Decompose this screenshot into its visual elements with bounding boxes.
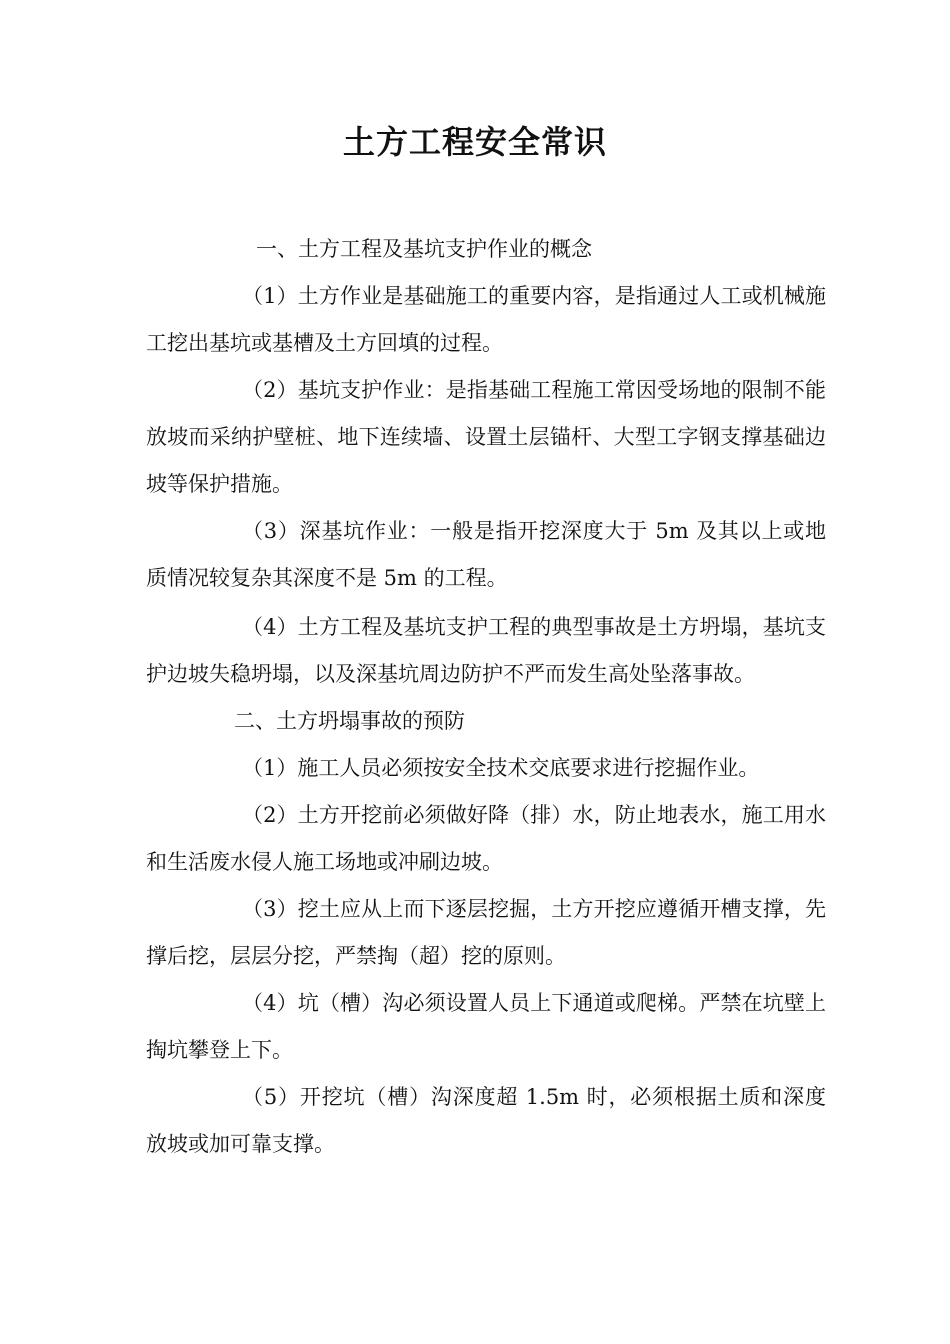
paragraph-1-3: （3）深基坑作业：一般是指开挖深度大于 5m 及其以上或地质情况较复杂其深度不是 5m 的工程。 [146,519,826,590]
page-title: 土方工程安全常识 [342,123,607,161]
section-heading-2: 二、土方坍塌事故的预防 [234,709,465,733]
section-heading-1: 一、土方工程及基坑支护作业的概念 [256,237,592,261]
paragraph-2-2: （2）土方开挖前必须做好降（排）水，防止地表水，施工用水和生活废水侵人施工场地或冲刷边坡。 [146,803,826,874]
paragraph-2-1: （1）施工人员必须按安全技术交底要求进行挖掘作业。 [242,756,760,780]
paragraph-2-5: （5）开挖坑（槽）沟深度超 1.5m 时，必须根据土质和深度放坡或加可靠支撑。 [146,1085,826,1156]
paragraph-2-4: （4）坑（槽）沟必须设置人员上下通道或爬梯。严禁在坑壁上掏坑攀登上下。 [146,991,826,1062]
paragraph-1-1: （1）土方作业是基础施工的重要内容，是指通过人工或机械施工挖出基坑或基槽及土方回填的过程。 [146,284,826,355]
paragraph-1-4: （4）土方工程及基坑支护工程的典型事故是土方坍塌，基坑支护边坡失稳坍塌，以及深基坑周边防护不严而发生高处坠落事故。 [146,615,826,686]
paragraph-1-2: （2）基坑支护作业：是指基础工程施工常因受场地的限制不能放坡而采纳护壁桩、地下连续墙、设置土层锚杆、大型工字钢支撑基础边坡等保护措施。 [146,378,826,496]
document-body [146,226,826,1168]
paragraph-2-3: （3）挖土应从上而下逐层挖掘，土方开挖应遵循开槽支撑，先撑后挖，层层分挖，严禁掏（超）挖的原则。 [146,897,826,968]
